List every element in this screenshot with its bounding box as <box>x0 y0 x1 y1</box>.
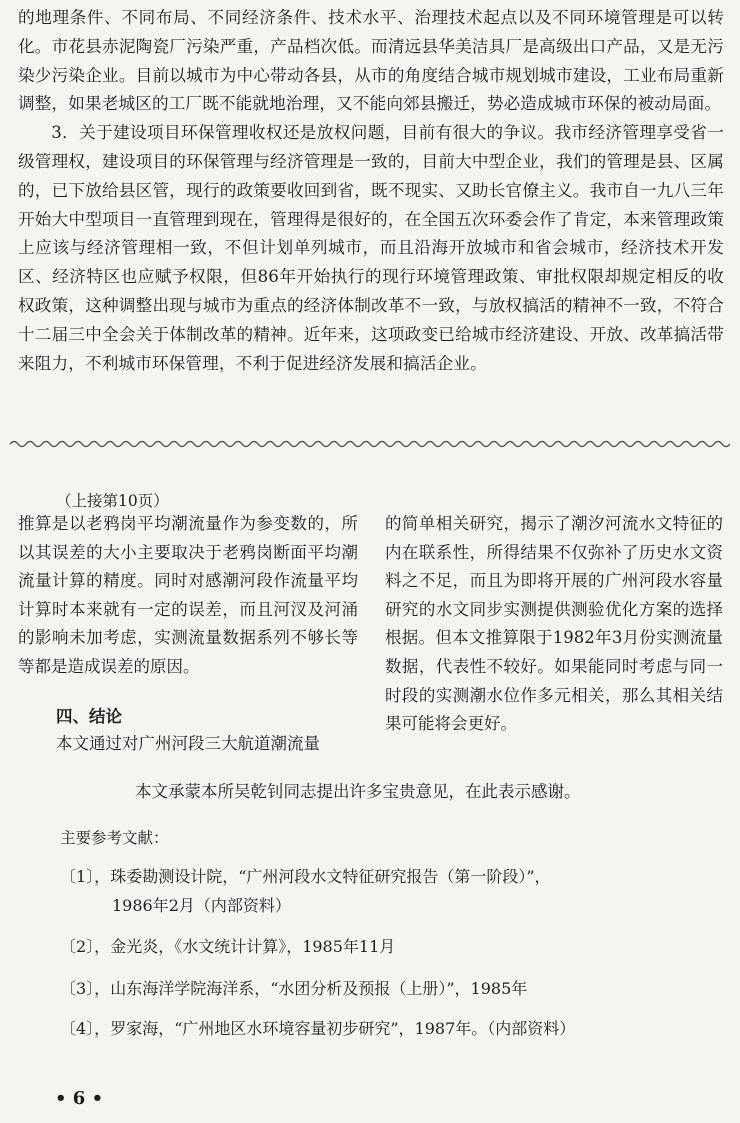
reference-item-1 <box>60 864 551 887</box>
reference-item-2 <box>60 934 395 957</box>
paragraph-1: 的地理条件、不同布局、不同经济条件、技术水平、治理技术起点以及不同环境管理是可以转化。市花县赤泥陶瓷厂污染严重，产品档次低。而清远县华美洁具厂是高级出口产品，又是无污染少污染企业。目前以城市为中心带动各县，从市的角度结合城市规划城市建设，工业布局重新调整，如果老城区的工厂既不能就地治理，又不能向郊县搬迁，势必造成城市环保的被动局面。 <box>18 8 724 114</box>
references-title: 主要参考文献： <box>60 829 169 847</box>
paragraph-2: 3．关于建设项目环保管理收权还是放权问题，目前有很大的争议。我市经济管理享受省一级管理权，建设项目的环保管理与经济管理是一致的，目前大中型企业，我们的管理是县、区属的，已下放给县区管，现行的政策要收回到省，既不现实、又助长官僚主义。我市自一九八三年开始大中型项目一直管理到现在，管理得是很好的，在全国五次环委会作了肯定，本来管理政策上应该与经济管理相一致，不但计划单列城市，而且沿海开放城市和省会城市，经济技术开发区、经济特区也应赋予权限，但86年开始执行的现行环境管理政策、审批权限却规定相反的收权政策，这种调整出现与城市为重点的经济体制改革不一致，与放权搞活的精神不一致，不符合十二届三中全会关于体制改革的精神。近年来，这项政变已给城市经济建设、开放、改革搞活带来阻力，不利城市环保管理，不利于促进经济发展和搞活企业。 <box>18 123 724 373</box>
reference-item-1-sub: 1986年2月（内部资料） <box>112 896 291 915</box>
left-column-text: 推算是以老鸦岗平均潮流量作为参变数的，所以其误差的大小主要取决于老鸦岗断面平均潮流量计算的精度。同时对感潮河段作流量平均计算时本来就有一定的误差，而且河汊及河涌的影响未加考虑，实测流量数据系列不够长等等都是造成误差的原因。 <box>18 514 358 676</box>
page-number: • 6 • <box>55 1088 104 1109</box>
reference-number: 〔4〕， <box>60 1019 111 1038</box>
acknowledgement: 本文承蒙本所吴乾钊同志提出许多宝贵意见，在此表示感谢。 <box>135 782 581 801</box>
reference-number: 〔1〕， <box>60 867 111 886</box>
reference-text: 罗家海，“广州地区水环境容量初步研究”，1987年。（内部资料） <box>110 1019 576 1038</box>
reference-number: 〔2〕， <box>60 937 111 956</box>
reference-text: 金光炎，《水文统计计算》，1985年11月 <box>110 937 396 956</box>
top-text-block <box>18 4 724 378</box>
right-column-text: 的简单相关研究，揭示了潮汐河流水文特征的内在联系性，所得结果不仅弥补了历史水文资料之不足，而且为即将开展的广州河段水容量研究的水文同步实测提供测验优化方案的选择根据。但本文推算限于1982年3月份实测流量数据，代表性不较好。如果能同时考虑与同一时段的实测潮水位作多元相关，那么其相关结果可能将会更好。 <box>385 514 723 734</box>
reference-item-3 <box>60 976 527 999</box>
conclusion-text: 本文通过对广州河段三大航道潮流量 <box>56 734 320 753</box>
conclusion-heading: 四、结论 <box>56 707 122 726</box>
reference-item-4 <box>60 1016 575 1039</box>
reference-text: 山东海洋学院海洋系，“水团分析及预报（上册）”，1985年 <box>110 979 528 998</box>
reference-text: 珠委勘测设计院，“广州河段水文特征研究报告（第一阶段）”， <box>110 867 551 886</box>
right-column <box>385 510 723 739</box>
left-column <box>18 510 358 682</box>
wavy-divider <box>10 437 730 451</box>
continuation-note: （上接第10页） <box>56 492 169 510</box>
reference-number: 〔3〕， <box>60 979 111 998</box>
